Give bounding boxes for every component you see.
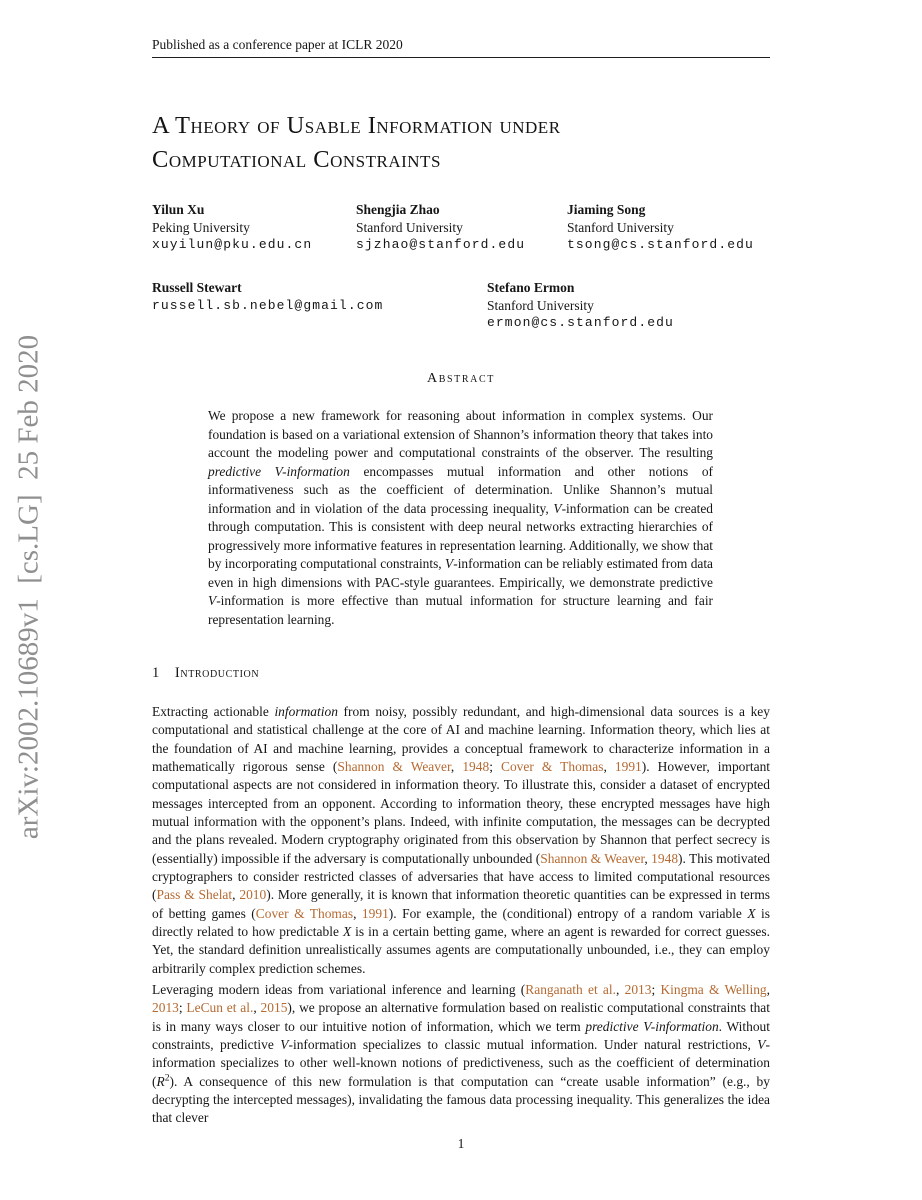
citation-link[interactable]: 2013 <box>152 1000 179 1016</box>
math-var: X <box>342 924 352 940</box>
author-affiliation: Stanford University <box>356 219 463 235</box>
text-run: ). A consequence of this new formulation is that computation can “create usable information” (e.g., by decrypting the intercepted messages), invalidating the famous data processing inequality. This generalizes the idea that clever <box>152 1073 770 1126</box>
text-run: is directly related to how predictable <box>152 905 770 940</box>
text-run: ). More generally, it is known that information theoretic quantities can be expressed in terms of betting games ( <box>152 887 771 921</box>
math-var: V <box>445 556 454 571</box>
math-var: V <box>553 500 562 516</box>
author-email: ermon@cs.stanford.edu <box>487 315 674 330</box>
text-run: , <box>253 1000 261 1016</box>
header-rule <box>152 57 770 58</box>
math-var: R <box>156 1073 165 1089</box>
text-run: We propose a new framework for reasoning about information in complex systems. Our foundation is based on a variational extension of Shannon’s information theory that takes into account the modeling power and computational constraints of the observer. The resulting <box>208 408 713 460</box>
citation-link[interactable]: LeCun et al. <box>186 1000 254 1016</box>
citation-link[interactable]: Ranganath et al. <box>525 982 616 997</box>
citation-link[interactable]: 2010 <box>239 887 267 903</box>
math-var: V <box>757 1037 766 1053</box>
author-name: Russell Stewart <box>152 280 242 295</box>
section-number: 1 <box>152 665 160 681</box>
author-yilun-xu <box>152 201 312 254</box>
text-run: ). For example, the (conditional) entropy of a random variable <box>388 905 748 921</box>
citation-link[interactable]: Kingma & Welling <box>660 982 767 997</box>
abstract-heading: Abstract <box>427 371 495 386</box>
citation-link[interactable]: 1948 <box>462 759 490 775</box>
paragraph <box>152 703 770 978</box>
running-header: Published as a conference paper at ICLR 2020 <box>152 37 403 52</box>
citation-link[interactable]: Shannon & Weaver <box>337 759 451 775</box>
text-run: -information specializes to classic mutual information. Under natural restrictions, <box>288 1037 758 1053</box>
author-affiliation: Stanford University <box>567 219 674 235</box>
italic-run: predictive V-information <box>208 463 350 479</box>
citation-link[interactable]: Cover & Thomas <box>255 905 354 921</box>
citation-link[interactable]: Pass & Shelat <box>156 887 233 903</box>
text-run: is in a certain betting game, where an agent is rewarded for correct guesses. Yet, the standard definition unrealistically assumes agents are computationally unbounded, i.e., they can employ arbitrarily complex prediction schemes. <box>152 924 770 976</box>
text-run: , <box>450 759 463 775</box>
paragraph <box>152 981 770 1128</box>
citation-link[interactable]: 1991 <box>614 759 642 775</box>
math-var: V <box>208 593 217 608</box>
text-run: ). This motivated cryptographers to consider restricted classes of adversaries that have access to limited computational resources ( <box>152 850 771 903</box>
author-affiliation: Peking University <box>152 219 250 235</box>
text-run: ), we propose an alternative formulation based on realistic computational constraints that is in many ways closer to our intuitive notion of information, which we term <box>152 1000 771 1034</box>
author-email: xuyilun@pku.edu.cn <box>152 237 313 252</box>
text-run: ). However, important computational aspects are not considered in information theory. To illustrate this, consider a dataset of encrypted messages intercepted from an opponent. According to information theory, these encrypted messages have high mutual information with the opponent’s plans. Indeed, with infinite computation, the messages can be decrypted and the plans revealed. Modern cryptography originated from this observation by Shannon that perfect secrecy is (essentially) impossible if the adversary is computationally unbounded ( <box>152 759 771 866</box>
author-affiliation: Stanford University <box>487 297 594 313</box>
paper-title-line2: Computational Constraints <box>152 146 441 173</box>
text-run: -information specializes to other well-known notions of predictiveness, such as the coefficient of determination ( <box>152 1037 770 1089</box>
text-run: , <box>766 982 771 997</box>
italic-run: predictive V-information <box>585 1018 719 1034</box>
math-var: X <box>747 905 756 921</box>
text-run: , <box>353 905 362 921</box>
citation-link[interactable]: 2013 <box>624 982 652 997</box>
page-number: 1 <box>457 1136 465 1151</box>
text-run: , <box>603 759 615 775</box>
author-jiaming-song <box>567 201 754 254</box>
paper-title <box>152 109 770 177</box>
author-russell-stewart <box>152 279 383 314</box>
text-run: ; <box>178 1000 187 1016</box>
citation-link[interactable]: Shannon & Weaver <box>540 850 645 866</box>
text-run: -information can be created through computation. This is consistent with deep neural networks extracting hierarchies of progressively more informative features in representation learning. Additionally, we show that by incorporating computational constraints, <box>208 500 714 571</box>
author-email: sjzhao@stanford.edu <box>356 237 526 252</box>
text-run: -information is more effective than mutual information for structure learning and fair representation learning. <box>208 593 713 627</box>
citation-link[interactable]: 1948 <box>651 850 679 866</box>
text-run: , <box>615 982 625 997</box>
text-run: Leveraging modern ideas from variational inference and learning ( <box>152 982 526 997</box>
author-name: Stefano Ermon <box>487 280 575 295</box>
text-run: , <box>232 887 240 903</box>
text-run: ; <box>651 982 661 997</box>
author-name: Yilun Xu <box>152 202 205 217</box>
author-stefano-ermon <box>487 279 674 332</box>
text-run: -information can be reliably estimated from data even in high dimensions with PAC-style guarantees. Empirically, we demonstrate predictive <box>208 556 713 590</box>
section-title: Introduction <box>174 665 260 681</box>
citation-link[interactable]: 2015 <box>260 1000 288 1016</box>
author-shengjia-zhao <box>356 201 525 254</box>
math-superscript: 2 <box>164 1072 170 1084</box>
author-email: tsong@cs.stanford.edu <box>567 237 754 252</box>
italic-run: information <box>274 704 338 719</box>
author-email: russell.sb.nebel@gmail.com <box>152 297 384 313</box>
section-heading-introduction <box>152 665 770 682</box>
text-run: encompasses mutual information and other notions of informativeness such as the coefficient of determination. Unlike Shannon’s mutual information and in violation of the data processing inequality, <box>208 463 713 516</box>
citation-link[interactable]: 1991 <box>361 905 389 921</box>
paper-title-line1: A Theory of Usable Information under <box>152 112 561 139</box>
author-name: Shengjia Zhao <box>356 202 440 217</box>
text-run: . Without constraints, predictive <box>152 1018 770 1053</box>
author-name: Jiaming Song <box>567 202 646 217</box>
citation-link[interactable]: Cover & Thomas <box>500 759 604 775</box>
abstract-text <box>208 407 713 629</box>
text-run: Extracting actionable <box>152 704 275 719</box>
text-run: , <box>644 850 652 866</box>
arxiv-banner: arXiv:2002.10689v1 [cs.LG] 25 Feb 2020 <box>12 334 45 840</box>
math-var: V <box>280 1037 289 1053</box>
text-run: ; <box>489 759 501 775</box>
text-run: from noisy, possibly redundant, and high-dimensional data sources is a key computational and statistical challenge at the core of AI and machine learning. Information theory, which lies at the foundation of AI and machine learning, provides a conceptual framework to characterize information in a mathematically rigorous sense ( <box>152 704 770 775</box>
